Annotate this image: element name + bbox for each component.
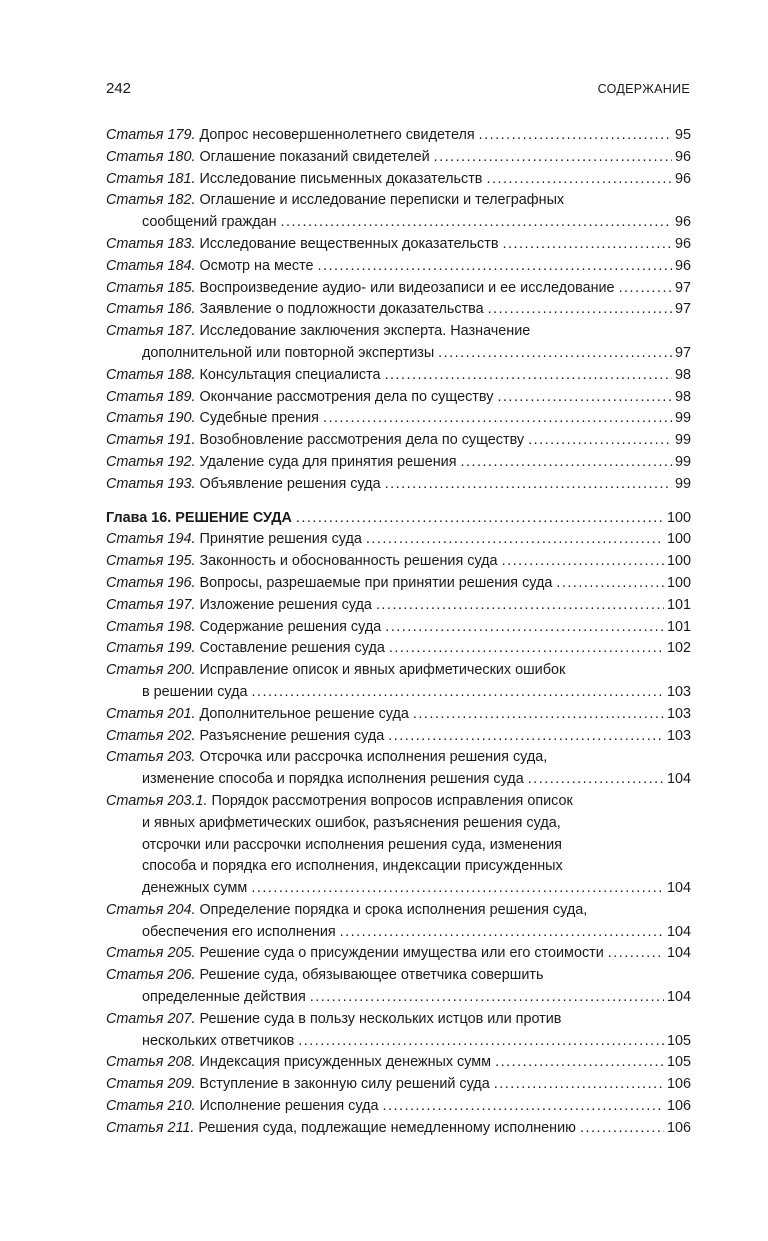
toc-line xyxy=(106,299,691,321)
toc-entry[interactable] xyxy=(106,943,691,965)
toc-line xyxy=(106,856,691,878)
dot-leader xyxy=(494,1074,664,1096)
article-number: Статья 183. xyxy=(106,235,196,252)
toc-line xyxy=(106,769,691,791)
chapter-title: Глава 16. РЕШЕНИЕ СУДА xyxy=(106,509,292,526)
toc-entry[interactable] xyxy=(106,1052,691,1074)
toc-line xyxy=(106,1118,691,1140)
article-title: Консультация специалиста xyxy=(199,366,381,383)
page-ref: 101 xyxy=(666,596,691,613)
page-ref: 96 xyxy=(674,257,691,274)
article-number: Статья 199. xyxy=(106,640,196,657)
article-number: Статья 185. xyxy=(106,279,196,296)
toc-entry[interactable] xyxy=(106,1096,691,1118)
page-ref: 99 xyxy=(674,475,691,492)
toc-line xyxy=(106,508,691,530)
dot-leader xyxy=(385,365,672,387)
article-title: в решении суда xyxy=(142,683,248,700)
article-title: Заявление о подложности доказательства xyxy=(199,301,484,318)
article-title: Содержание решения суда xyxy=(199,618,382,635)
article-number: Статья 203. xyxy=(106,749,196,766)
article-number: Статья 180. xyxy=(106,148,196,165)
article-title: Исследование письменных доказательств xyxy=(199,170,483,187)
toc-line xyxy=(106,638,691,660)
toc-line xyxy=(106,1096,691,1118)
article-number: Статья 190. xyxy=(106,410,196,427)
article-title: Дополнительное решение суда xyxy=(199,705,409,722)
article-number: Статья 204. xyxy=(106,901,196,918)
dot-leader xyxy=(252,682,664,704)
toc-line xyxy=(106,529,691,551)
article-title: Индексация присужденных денежных сумм xyxy=(199,1054,492,1071)
dot-leader xyxy=(486,169,672,191)
article-title: Отсрочка или рассрочка исполнения решения суда, xyxy=(199,749,548,766)
page-ref: 99 xyxy=(674,453,691,470)
article-title: Оглашение и исследование переписки и телеграфных xyxy=(199,192,565,209)
toc-entry[interactable] xyxy=(106,278,691,300)
article-number: Статья 186. xyxy=(106,301,196,318)
article-number: Статья 194. xyxy=(106,531,196,548)
article-number: Статья 195. xyxy=(106,553,196,570)
page-ref: 100 xyxy=(666,553,691,570)
article-title: денежных сумм xyxy=(142,880,248,897)
article-number: Статья 182. xyxy=(106,192,196,209)
article-title: Решение суда, обязывающее ответчика совершить xyxy=(199,967,544,984)
article-title: Решение суда в пользу нескольких истцов или против xyxy=(199,1010,562,1027)
dot-leader xyxy=(502,234,672,256)
article-title: Изложение решения суда xyxy=(199,596,372,613)
dot-leader xyxy=(580,1118,664,1140)
toc-entry[interactable] xyxy=(106,452,691,474)
dot-leader xyxy=(310,987,664,1009)
toc-line xyxy=(106,387,691,409)
article-title: Осмотр на месте xyxy=(199,257,314,274)
article-number: Статья 184. xyxy=(106,257,196,274)
toc-entry[interactable] xyxy=(106,791,691,900)
page-ref: 96 xyxy=(674,214,691,231)
dot-leader xyxy=(388,726,664,748)
article-number: Статья 197. xyxy=(106,596,196,613)
page-ref: 96 xyxy=(674,235,691,252)
toc-line xyxy=(106,212,691,234)
dot-leader xyxy=(376,595,664,617)
page-ref: 98 xyxy=(674,366,691,383)
toc-entry[interactable] xyxy=(106,617,691,639)
toc-line xyxy=(106,408,691,430)
toc-entry[interactable] xyxy=(106,1118,691,1140)
article-title: Принятие решения суда xyxy=(199,531,362,548)
toc-entry[interactable] xyxy=(106,169,691,191)
article-title: способа и порядка его исполнения, индексации присужденных xyxy=(142,858,563,875)
page-ref: 104 xyxy=(666,771,691,788)
article-title: Допрос несовершеннолетнего свидетеля xyxy=(199,127,475,143)
article-title: отсрочки или рассрочки исполнения решения суда, изменения xyxy=(142,836,562,853)
dot-leader xyxy=(389,638,664,660)
page-ref: 97 xyxy=(674,279,691,296)
dot-leader xyxy=(495,1052,664,1074)
dot-leader xyxy=(251,878,664,900)
toc-entry[interactable] xyxy=(106,430,691,452)
toc-line xyxy=(106,474,691,496)
toc-entry[interactable] xyxy=(106,638,691,660)
page-ref: 96 xyxy=(674,170,691,187)
article-number: Статья 210. xyxy=(106,1098,196,1115)
toc-line xyxy=(106,747,691,769)
article-number: Статья 193. xyxy=(106,475,196,492)
article-title: определенные действия xyxy=(142,989,306,1006)
toc-entry[interactable] xyxy=(106,595,691,617)
article-number: Статья 207. xyxy=(106,1010,196,1027)
dot-leader xyxy=(497,387,672,409)
page-ref: 104 xyxy=(666,880,691,897)
article-number: Статья 181. xyxy=(106,170,196,187)
toc-line xyxy=(106,617,691,639)
toc-entry[interactable] xyxy=(106,387,691,409)
article-number: Статья 188. xyxy=(106,366,196,383)
dot-leader xyxy=(502,551,664,573)
page-ref: 106 xyxy=(666,1119,691,1136)
dot-leader xyxy=(296,508,664,530)
toc-entry[interactable] xyxy=(106,256,691,278)
toc-line xyxy=(106,726,691,748)
page-ref: 105 xyxy=(666,1032,691,1049)
running-head: СОДЕРЖАНИЕ xyxy=(597,82,690,96)
dot-leader xyxy=(385,474,672,496)
page-ref: 104 xyxy=(666,945,691,962)
toc-line xyxy=(106,125,691,147)
dot-leader xyxy=(323,408,672,430)
article-title: сообщений граждан xyxy=(142,214,277,231)
article-title: и явных арифметических ошибок, разъяснения решения суда, xyxy=(142,814,561,831)
article-title: Оглашение показаний свидетелей xyxy=(199,148,430,165)
article-title: Объявление решения суда xyxy=(199,475,381,492)
dot-leader xyxy=(619,278,672,300)
toc-line xyxy=(106,452,691,474)
toc-line xyxy=(106,987,691,1009)
page-ref: 100 xyxy=(666,531,691,548)
article-title: Окончание рассмотрения дела по существу xyxy=(199,388,494,405)
dot-leader xyxy=(528,430,672,452)
page-ref: 95 xyxy=(674,127,691,143)
dot-leader xyxy=(434,147,672,169)
article-title: Исследование вещественных доказательств xyxy=(199,235,499,252)
dot-leader xyxy=(318,256,672,278)
toc-entry[interactable] xyxy=(106,234,691,256)
dot-leader xyxy=(340,922,664,944)
toc-entry[interactable] xyxy=(106,408,691,430)
article-title: Определение порядка и срока исполнения решения суда, xyxy=(199,901,588,918)
article-number: Статья 203.1. xyxy=(106,792,208,809)
toc-line xyxy=(106,900,691,922)
toc-entry[interactable] xyxy=(106,704,691,726)
toc-entry[interactable] xyxy=(106,900,691,944)
page-ref: 97 xyxy=(674,301,691,318)
toc-line xyxy=(106,1009,691,1031)
toc-entry[interactable] xyxy=(106,965,691,1009)
article-number: Статья 196. xyxy=(106,574,196,591)
article-title: Исполнение решения суда xyxy=(199,1098,379,1115)
toc-line xyxy=(106,234,691,256)
toc-entry[interactable] xyxy=(106,190,691,234)
article-title: обеспечения его исполнения xyxy=(142,923,336,940)
dot-leader xyxy=(608,943,664,965)
toc-line xyxy=(106,256,691,278)
toc-entry[interactable] xyxy=(106,1074,691,1096)
article-title: Возобновление рассмотрения дела по существу xyxy=(199,432,525,449)
article-title: Удаление суда для принятия решения xyxy=(199,453,457,470)
article-title: Решения суда, подлежащие немедленному исполнению xyxy=(198,1119,576,1136)
toc-line xyxy=(106,965,691,987)
toc-line xyxy=(106,1074,691,1096)
toc-line xyxy=(106,430,691,452)
dot-leader xyxy=(366,529,664,551)
article-number: Статья 205. xyxy=(106,945,196,962)
article-title: Решение суда о присуждении имущества или его стоимости xyxy=(199,945,604,962)
toc-line xyxy=(106,169,691,191)
toc-chapter[interactable] xyxy=(106,508,691,530)
dot-leader xyxy=(488,299,672,321)
page-ref: 104 xyxy=(666,989,691,1006)
article-number: Статья 211. xyxy=(106,1119,195,1136)
article-title: Составление решения суда xyxy=(199,640,385,657)
dot-leader xyxy=(382,1096,664,1118)
article-number: Статья 191. xyxy=(106,432,196,449)
page-ref: 103 xyxy=(666,727,691,744)
article-title: Законность и обоснованность решения суда xyxy=(199,553,498,570)
page-ref: 106 xyxy=(666,1098,691,1115)
toc-line xyxy=(106,321,691,343)
article-number: Статья 201. xyxy=(106,705,196,722)
toc-entry[interactable] xyxy=(106,551,691,573)
article-title: Порядок рассмотрения вопросов исправления описок xyxy=(211,792,573,809)
page-ref: 96 xyxy=(674,148,691,165)
toc-entry[interactable] xyxy=(106,529,691,551)
dot-leader xyxy=(556,573,664,595)
toc-line xyxy=(106,943,691,965)
article-number: Статья 202. xyxy=(106,727,196,744)
article-title: нескольких ответчиков xyxy=(142,1032,295,1049)
page-ref: 106 xyxy=(666,1076,691,1093)
dot-leader xyxy=(298,1031,664,1053)
dot-leader xyxy=(479,125,672,147)
toc-entry[interactable] xyxy=(106,125,691,147)
article-title: Разъяснение решения суда xyxy=(199,727,385,744)
toc-line xyxy=(106,190,691,212)
article-number: Статья 206. xyxy=(106,967,196,984)
toc-line xyxy=(106,343,691,365)
article-title: Исправление описок и явных арифметических ошибок xyxy=(199,662,566,679)
toc-line xyxy=(106,551,691,573)
toc-line xyxy=(106,1052,691,1074)
toc-entry[interactable] xyxy=(106,660,691,704)
page-ref: 104 xyxy=(666,923,691,940)
toc-entry[interactable] xyxy=(106,747,691,791)
toc-line xyxy=(106,878,691,900)
page-ref: 99 xyxy=(674,432,691,449)
dot-leader xyxy=(281,212,672,234)
article-number: Статья 179. xyxy=(106,127,196,143)
page-ref: 103 xyxy=(666,683,691,700)
toc-line xyxy=(106,365,691,387)
page-ref: 103 xyxy=(666,705,691,722)
toc-line xyxy=(106,682,691,704)
article-number: Статья 200. xyxy=(106,662,196,679)
article-number: Статья 209. xyxy=(106,1076,196,1093)
toc-line xyxy=(106,835,691,857)
article-title: дополнительной или повторной экспертизы xyxy=(142,344,435,361)
toc-entry[interactable] xyxy=(106,726,691,748)
article-number: Статья 189. xyxy=(106,388,196,405)
article-title: изменение способа и порядка исполнения решения суда xyxy=(142,771,524,788)
article-title: Исследование заключения эксперта. Назначение xyxy=(199,323,531,340)
toc-entry[interactable] xyxy=(106,474,691,496)
toc-line xyxy=(106,1031,691,1053)
toc-line xyxy=(106,922,691,944)
toc-line xyxy=(106,573,691,595)
toc-line xyxy=(106,147,691,169)
toc-entry[interactable] xyxy=(106,299,691,321)
article-number: Статья 208. xyxy=(106,1054,196,1071)
toc-line xyxy=(106,791,691,813)
page-ref: 100 xyxy=(666,509,691,526)
page-number: 242 xyxy=(106,80,132,97)
toc-entry[interactable] xyxy=(106,147,691,169)
toc-entry[interactable] xyxy=(106,365,691,387)
page-ref: 97 xyxy=(674,344,691,361)
toc-entry[interactable] xyxy=(106,321,691,365)
toc-line xyxy=(106,595,691,617)
page-ref: 99 xyxy=(674,410,691,427)
page-ref: 102 xyxy=(666,640,691,657)
article-title: Воспроизведение аудио- или видеозаписи и ее исследование xyxy=(199,279,615,296)
article-title: Вопросы, разрешаемые при принятии решения суда xyxy=(199,574,553,591)
article-title: Вступление в законную силу решений суда xyxy=(199,1076,490,1093)
toc-line xyxy=(106,278,691,300)
toc-line xyxy=(106,813,691,835)
toc-entry[interactable] xyxy=(106,1009,691,1053)
article-number: Статья 198. xyxy=(106,618,196,635)
dot-leader xyxy=(461,452,672,474)
toc-line xyxy=(106,660,691,682)
article-number: Статья 187. xyxy=(106,323,196,340)
article-number: Статья 192. xyxy=(106,453,196,470)
toc-line xyxy=(106,704,691,726)
dot-leader xyxy=(438,343,672,365)
dot-leader xyxy=(385,617,664,639)
table-of-contents xyxy=(106,125,691,1140)
page-ref: 105 xyxy=(666,1054,691,1071)
dot-leader xyxy=(528,769,664,791)
toc-entry[interactable] xyxy=(106,573,691,595)
article-title: Судебные прения xyxy=(199,410,319,427)
page-ref: 100 xyxy=(666,574,691,591)
page-ref: 98 xyxy=(674,388,691,405)
dot-leader xyxy=(413,704,664,726)
page-ref: 101 xyxy=(666,618,691,635)
